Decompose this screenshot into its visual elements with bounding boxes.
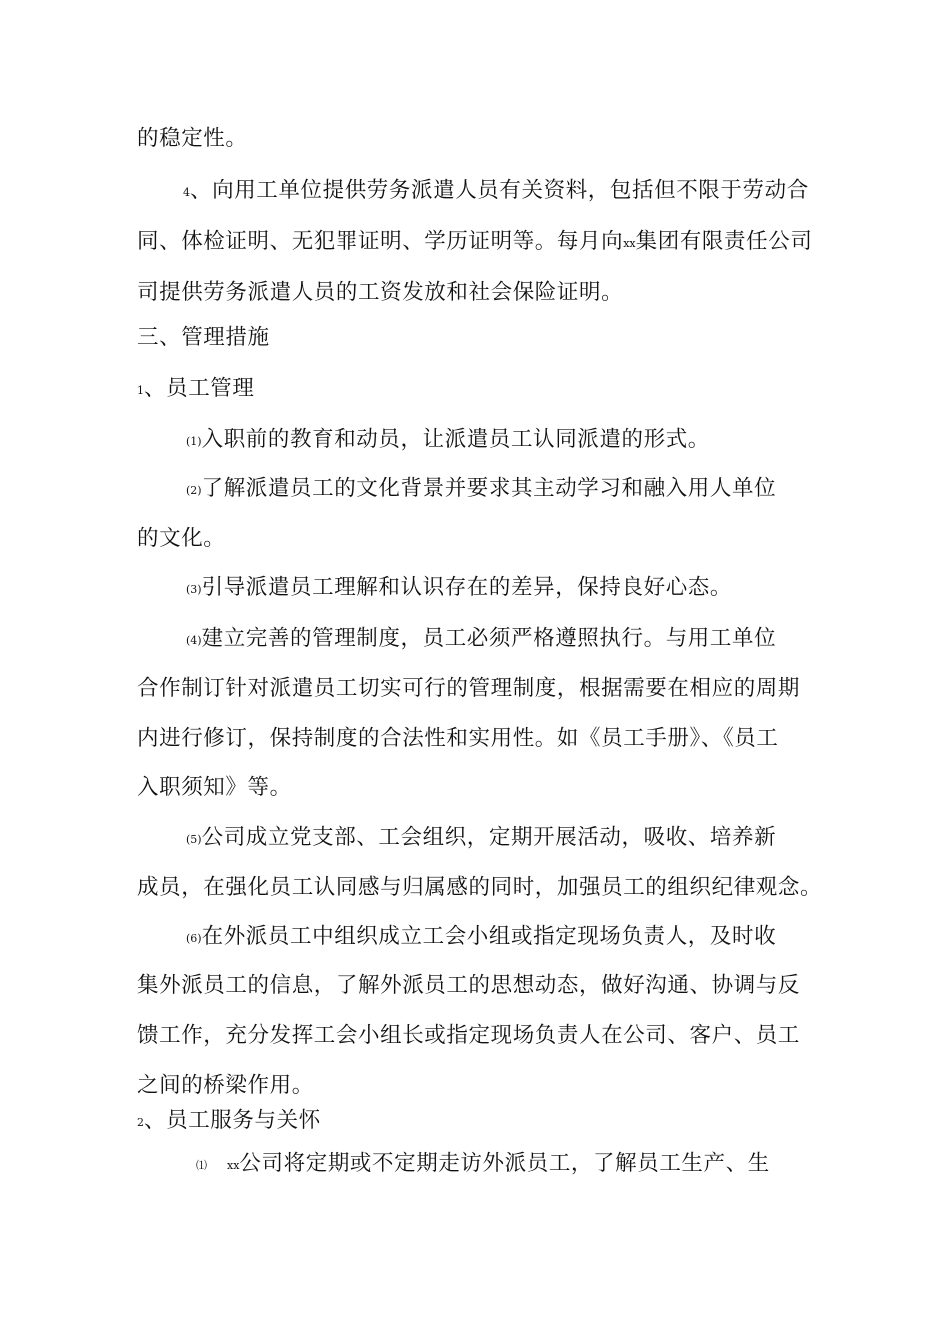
list-item: ⑴ xx公司将定期或不定期走访外派员工，了解员工生产、生 bbox=[196, 1151, 770, 1176]
subsection-heading: 1、员工管理 bbox=[137, 376, 255, 401]
section-heading: 三、管理措施 bbox=[137, 325, 270, 350]
list-item: (6)在外派员工中组织成立工会小组或指定现场负责人，及时收 bbox=[186, 924, 777, 949]
list-item: (3)引导派遣员工理解和认识存在的差异，保持良好心态。 bbox=[186, 575, 732, 600]
subsection-heading: 2、员工服务与关怀 bbox=[137, 1108, 321, 1133]
list-item: (1)入职前的教育和动员，让派遣员工认同派遣的形式。 bbox=[186, 427, 710, 452]
list-item: (4)建立完善的管理制度，员工必须严格遵照执行。与用工单位 bbox=[186, 626, 777, 651]
text-line: 馈工作，充分发挥工会小组长或指定现场负责人在公司、客户、员工 bbox=[137, 1023, 801, 1048]
text-line: 4、向用工单位提供劳务派遣人员有关资料，包括但不限于劳动合 bbox=[183, 178, 809, 203]
text-line: 司提供劳务派遣人员的工资发放和社会保险证明。 bbox=[137, 280, 624, 305]
list-item: (5)公司成立党支部、工会组织，定期开展活动，吸收、培养新 bbox=[186, 825, 777, 850]
text-line: 同、体检证明、无犯罪证明、学历证明等。每月向xx集团有限责任公司 bbox=[137, 229, 813, 254]
text-line: 集外派员工的信息，了解外派员工的思想动态，做好沟通、协调与反 bbox=[137, 973, 801, 998]
list-item: (2)了解派遣员工的文化背景并要求其主动学习和融入用人单位 bbox=[186, 476, 777, 501]
text-line: 的文化。 bbox=[137, 526, 226, 551]
text-line: 合作制订针对派遣员工切实可行的管理制度，根据需要在相应的周期 bbox=[137, 676, 801, 701]
text-line: 内进行修订，保持制度的合法性和实用性。如《员工手册》、《员工 bbox=[137, 726, 779, 751]
text-line: 的稳定性。 bbox=[137, 126, 248, 151]
text-line: 之间的桥梁作用。 bbox=[137, 1073, 314, 1098]
text-line: 成员，在强化员工认同感与归属感的同时，加强员工的组织纪律观念。 bbox=[137, 875, 823, 900]
text-line: 入职须知》等。 bbox=[137, 775, 292, 800]
